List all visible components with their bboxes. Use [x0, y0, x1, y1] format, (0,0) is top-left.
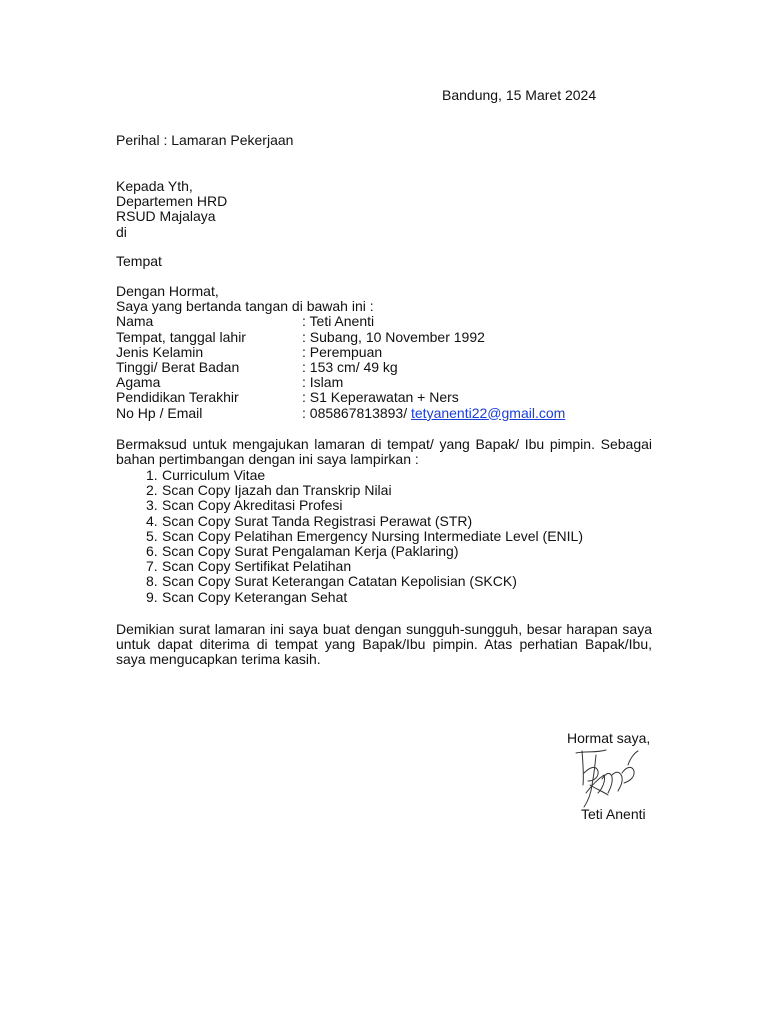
- field-label: Tinggi/ Berat Badan: [116, 359, 240, 376]
- field-value: : 153 cm/ 49 kg: [302, 359, 398, 376]
- list-text: Scan Copy Sertifikat Pelatihan: [162, 558, 352, 575]
- list-item: [116, 529, 583, 544]
- closing-salutation: Hormat saya,: [567, 730, 651, 746]
- recipient-line: RSUD Majalaya: [116, 208, 216, 225]
- greeting: Dengan Hormat,: [116, 283, 219, 299]
- list-number: 8.: [146, 573, 158, 590]
- recipient-block: [116, 179, 227, 240]
- recipient-line: di: [116, 223, 127, 240]
- list-number: 7.: [146, 558, 158, 575]
- handwritten-signature: [572, 745, 644, 809]
- recipient-line: Departemen HRD: [116, 193, 228, 210]
- purpose-paragraph: [116, 437, 652, 467]
- paragraph-line: Demikian surat lamaran ini saya buat dengan sungguh-sungguh, besar harapan saya: [116, 621, 652, 637]
- paragraph-line: untuk dapat diterima di tempat yang Bapak/Ibu pimpin. Atas perhatian Bapak/Ibu,: [116, 636, 652, 653]
- phone-number: : 085867813893/: [302, 404, 411, 421]
- list-item: [116, 590, 583, 605]
- attachment-list: [116, 468, 583, 605]
- paragraph-line: bahan pertimbangan dengan ini saya lampirkan :: [116, 451, 419, 468]
- list-text: Scan Copy Surat Keterangan Catatan Kepolisian (SKCK): [162, 573, 517, 590]
- recipient-place: Tempat: [116, 253, 162, 269]
- field-row: [116, 390, 652, 405]
- field-label: Jenis Kelamin: [116, 343, 204, 360]
- list-number: 3.: [146, 497, 158, 514]
- closing-paragraph: [116, 622, 652, 668]
- list-number: 5.: [146, 527, 158, 544]
- field-label: Nama: [116, 313, 154, 330]
- field-row: [116, 345, 652, 360]
- list-item: [116, 559, 583, 574]
- list-text: Scan Copy Surat Pengalaman Kerja (Paklaring): [162, 543, 459, 560]
- signer-name: Teti Anenti: [581, 806, 646, 822]
- field-row: [116, 375, 652, 390]
- paragraph-line: saya mengucapkan terima kasih.: [116, 651, 321, 668]
- list-number: 9.: [146, 588, 158, 605]
- field-label: Pendidikan Terakhir: [116, 389, 239, 406]
- list-text: Scan Copy Keterangan Sehat: [162, 588, 348, 605]
- list-text: Scan Copy Pelatihan Emergency Nursing Intermediate Level (ENIL): [162, 527, 583, 544]
- field-value: : Perempuan: [302, 343, 383, 360]
- list-number: 1.: [146, 467, 158, 483]
- identity-block: [116, 284, 652, 421]
- recipient-line: Kepada Yth,: [116, 178, 193, 194]
- list-text: Scan Copy Surat Tanda Registrasi Perawat (STR): [162, 512, 473, 529]
- list-number: 2.: [146, 482, 158, 499]
- list-number: 4.: [146, 512, 158, 529]
- field-label: No Hp / Email: [116, 404, 203, 421]
- list-item: [116, 483, 583, 498]
- letter-date: Bandung, 15 Maret 2024: [442, 87, 597, 103]
- field-row: [116, 360, 652, 375]
- list-text: Scan Copy Akreditasi Profesi: [162, 497, 343, 514]
- field-label: Agama: [116, 374, 161, 391]
- list-item: [116, 574, 583, 589]
- field-row: [116, 406, 652, 421]
- field-row: [116, 314, 652, 329]
- list-text: Curriculum Vitae: [162, 467, 266, 483]
- field-value: : Teti Anenti: [302, 313, 375, 330]
- field-label: Tempat, tanggal lahir: [116, 328, 246, 345]
- list-text: Scan Copy Ijazah dan Transkrip Nilai: [162, 482, 392, 499]
- field-row: [116, 330, 652, 345]
- field-value: [302, 406, 565, 421]
- intro-text: Saya yang bertanda tangan di bawah ini :: [116, 298, 374, 315]
- list-item: [116, 544, 583, 559]
- list-item: [116, 514, 583, 529]
- field-value: : S1 Keperawatan + Ners: [302, 389, 459, 406]
- letter-subject: Perihal : Lamaran Pekerjaan: [116, 132, 294, 148]
- email-link[interactable]: tetyanenti22@gmail.com: [411, 404, 566, 421]
- list-item: [116, 468, 583, 483]
- list-item: [116, 498, 583, 513]
- field-value: : Islam: [302, 374, 344, 391]
- field-value: : Subang, 10 November 1992: [302, 328, 485, 345]
- list-number: 6.: [146, 543, 158, 560]
- paragraph-line: Bermaksud untuk mengajukan lamaran di tempat/ yang Bapak/ Ibu pimpin. Sebagai: [116, 436, 652, 452]
